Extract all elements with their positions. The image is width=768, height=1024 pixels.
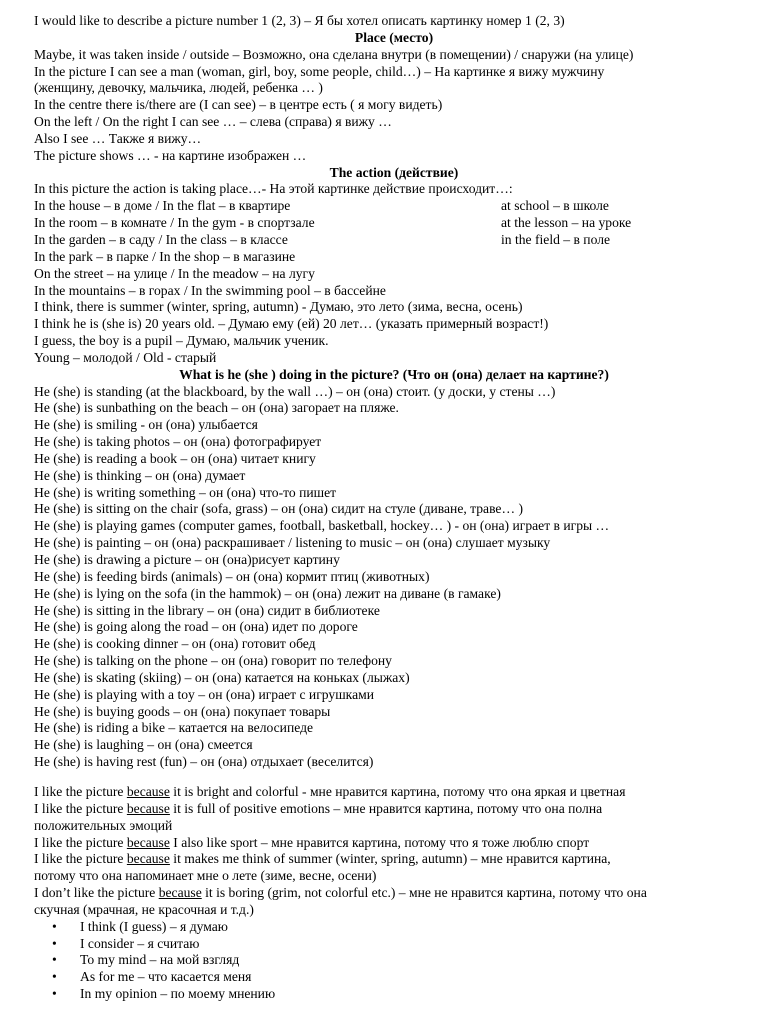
intro-line: I would like to describe a picture number 1 (2, 3) – Я бы хотел описать картинку номер 1 (2, 3) xyxy=(34,13,565,28)
action-row-right: at the lesson – на уроке xyxy=(501,215,632,231)
opinion-line xyxy=(34,801,754,818)
bullet-item xyxy=(34,969,754,986)
opinion-line xyxy=(34,851,754,868)
doing-line: He (she) is sitting on the chair (sofa, grass) – он (она) сидит на стуле (диване, траве… ) xyxy=(34,501,523,517)
doing-line: He (she) is skating (skiing) – он (она) катается на коньках (лыжах) xyxy=(34,669,410,685)
opinion-continuation: скучная (мрачная, не красочная и т.д.) xyxy=(34,901,254,917)
doing-line: He (she) is standing (at the blackboard, by the wall …) – он (она) стоит. (у доски, у стены …) xyxy=(34,383,556,399)
action-row-left: In the garden – в саду / In the class – в классе xyxy=(34,231,288,247)
doing-line: He (she) is playing games (computer games, football, basketball, hockey… ) - он (она) играет в игры … xyxy=(34,518,610,534)
underlined-because: because xyxy=(126,834,170,850)
doing-line: He (she) is painting – он (она) раскрашивает / listening to music – он (она) слушает музыку xyxy=(34,535,551,551)
doing-line: He (she) is laughing – он (она) смеется xyxy=(34,737,253,753)
underlined-because: because xyxy=(158,885,202,901)
place-line: In the centre there is/there are (I can see) – в центре есть ( я могу видеть) xyxy=(34,97,443,113)
bullet-text: As for me – что касается меня xyxy=(80,969,252,985)
bullet-item xyxy=(34,936,754,953)
doing-line: He (she) is sitting in the library – он (она) сидит в библиотеке xyxy=(34,602,380,618)
bullet-text: In my opinion – по моему мнению xyxy=(80,986,276,1002)
doing-line: He (she) is buying goods – он (она) покупает товары xyxy=(34,703,331,719)
bullet-item xyxy=(34,986,754,1003)
opinion-pre: I like the picture xyxy=(34,834,127,850)
action-line: On the street – на улице / In the meadow – на лугу xyxy=(34,265,315,281)
opinion-post: it makes me think of summer (winter, spring, autumn) – мне нравится картина, xyxy=(169,851,611,867)
doing-line: He (she) is talking on the phone – он (она) говорит по телефону xyxy=(34,653,392,669)
bullet-item xyxy=(34,952,754,969)
action-row-right: at school – в школе xyxy=(501,198,609,214)
action-line: Young – молодой / Old - старый xyxy=(34,349,217,365)
doing-line: He (she) is thinking – он (она) думает xyxy=(34,467,246,483)
bullet-text: I consider – я считаю xyxy=(80,935,200,951)
doing-line: He (she) is lying on the sofa (in the hammok) – он (она) лежит на диване (в гамаке) xyxy=(34,585,501,601)
underlined-because: because xyxy=(126,783,170,799)
opinion-line xyxy=(34,835,754,852)
opinion-post: it is bright and colorful - мне нравится картина, потому что она яркая и цветная xyxy=(169,783,626,799)
underlined-because: because xyxy=(126,851,170,867)
action-line: In the park – в парке / In the shop – в магазине xyxy=(34,248,296,264)
opinion-post: I also like sport – мне нравится картина, потому что я тоже люблю спорт xyxy=(169,834,590,850)
doing-line: He (she) is sunbathing on the beach – он (она) загорает на пляже. xyxy=(34,400,399,416)
place-line: In the picture I can see a man (woman, girl, boy, some people, child…) – На картинке я вижу мужчину xyxy=(34,63,605,79)
action-row xyxy=(34,198,754,215)
action-line: I think, there is summer (winter, spring, autumn) - Думаю, это лето (зима, весна, осень) xyxy=(34,299,523,315)
opinion-pre: I like the picture xyxy=(34,800,127,816)
action-row-right: in the field – в поле xyxy=(501,231,611,247)
doing-line: He (she) is riding a bike – катается на велосипеде xyxy=(34,720,314,736)
doing-line: He (she) is drawing a picture – он (она)рисует картину xyxy=(34,552,340,567)
doing-line: He (she) is writing something – он (она) что-то пишет xyxy=(34,484,337,500)
opinion-pre: I like the picture xyxy=(34,851,127,867)
doing-line: He (she) is reading a book – он (она) читает книгу xyxy=(34,450,316,466)
bullet-item xyxy=(34,919,754,936)
action-line: In the mountains – в горах / In the swimming pool – в бассейне xyxy=(34,282,386,298)
action-row-left: In the room – в комнате / In the gym - в спортзале xyxy=(34,215,315,231)
doing-line: He (she) is having rest (fun) – он (она) отдыхает (веселится) xyxy=(34,754,374,770)
document-page xyxy=(34,13,754,1003)
doing-line: He (she) is taking photos – он (она) фотографирует xyxy=(34,434,322,450)
bullet-text: I think (I guess) – я думаю xyxy=(80,918,228,934)
opinion-pre: I like the picture xyxy=(34,783,127,799)
bullet-icon: • xyxy=(52,935,57,951)
section-spacer xyxy=(34,771,754,784)
doing-line: He (she) is going along the road – он (она) идет по дороге xyxy=(34,619,358,635)
bullet-icon: • xyxy=(52,986,57,1002)
doing-line: He (she) is cooking dinner – он (она) готовит обед xyxy=(34,636,316,652)
place-heading: Place (место) xyxy=(354,29,434,45)
place-line: The picture shows … - на картине изображен … xyxy=(34,147,307,163)
opinion-line xyxy=(34,885,754,902)
opinion-continuation: потому что она напоминает мне о лете (зиме, весне, осени) xyxy=(34,868,377,884)
opinion-continuation: положительных эмоций xyxy=(34,817,173,833)
doing-line: He (she) is feeding birds (animals) – он (она) кормит птиц (животных) xyxy=(34,568,430,584)
place-line: Also I see … Также я вижу… xyxy=(34,130,202,146)
action-line: I guess, the boy is a pupil – Думаю, мальчик ученик. xyxy=(34,333,329,349)
action-row xyxy=(34,232,754,249)
bullet-icon: • xyxy=(52,918,57,934)
action-lead: In this picture the action is taking place…- На этой картинке действие происходит…: xyxy=(34,181,513,197)
place-line: On the left / On the right I can see … – слева (справа) я вижу … xyxy=(34,114,392,130)
opinion-post: it is full of positive emotions – мне нравится картина, потому что она полна xyxy=(169,800,603,816)
bullet-icon: • xyxy=(52,952,57,968)
doing-line: He (she) is playing with a toy – он (она) играет с игрушками xyxy=(34,686,374,702)
opinion-line xyxy=(34,784,754,801)
place-line: Maybe, it was taken inside / outside – Возможно, она сделана внутри (в помещении) / снаружи (на улице) xyxy=(34,46,634,62)
opinion-pre: I don’t like the picture xyxy=(34,885,159,901)
place-line: (женщину, девочку, мальчика, людей, ребенка … ) xyxy=(34,80,323,96)
bullet-icon: • xyxy=(52,969,57,985)
action-row xyxy=(34,215,754,232)
action-heading: The action (действие) xyxy=(329,164,459,180)
action-line: I think he is (she is) 20 years old. – Думаю ему (ей) 20 лет… (указать примерный возраст!) xyxy=(34,316,549,332)
doing-heading: What is he (she ) doing in the picture? (Что он (она) делает на картине?) xyxy=(179,366,609,382)
bullet-text: To my mind – на мой взгляд xyxy=(80,952,240,968)
doing-line: He (she) is smiling - он (она) улыбается xyxy=(34,417,258,433)
opinion-post: it is boring (grim, not colorful etc.) – мне не нравится картина, потому что она xyxy=(201,885,647,901)
action-row-left: In the house – в доме / In the flat – в квартире xyxy=(34,198,291,214)
underlined-because: because xyxy=(126,800,170,816)
